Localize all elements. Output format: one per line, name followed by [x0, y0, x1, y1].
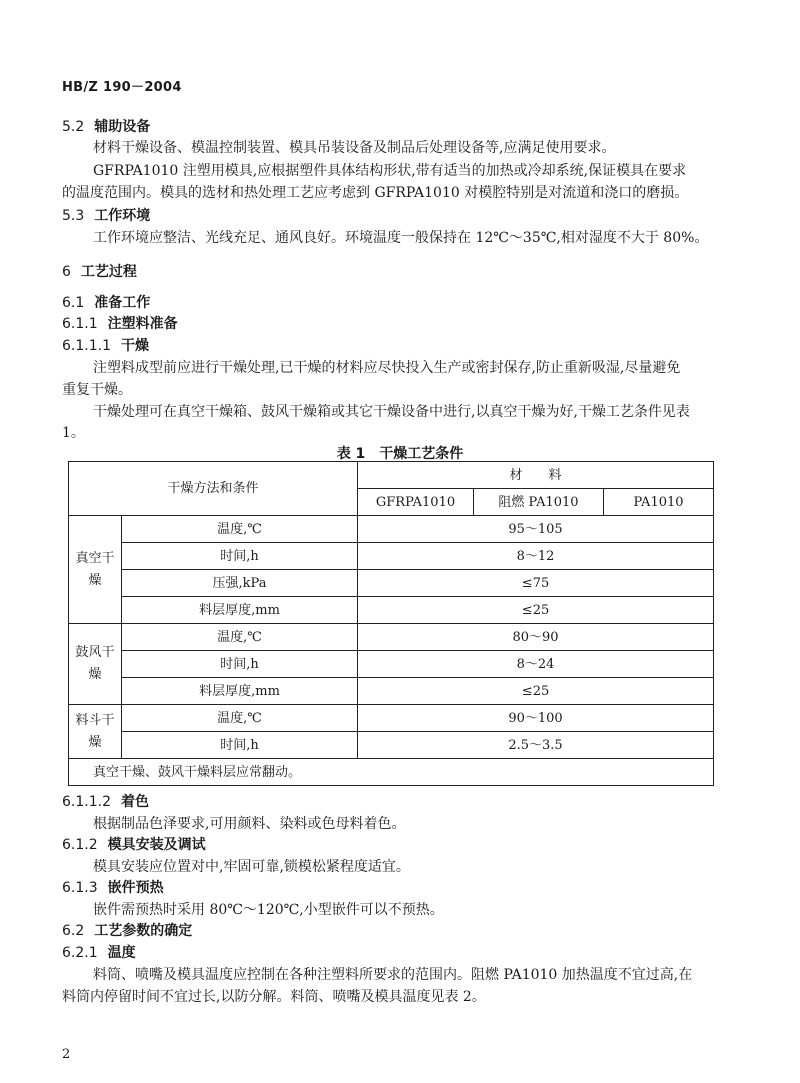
paragraph-line: 重复干燥。 — [62, 382, 132, 398]
table-param: 料层厚度,mm — [122, 597, 358, 624]
section-number: 5.3 — [62, 208, 85, 224]
table-param: 料层厚度,mm — [122, 678, 358, 705]
section-title: 工艺过程 — [80, 264, 137, 280]
paragraph: 嵌件需预热时采用 80℃～120℃,小型嵌件可以不预热。 — [93, 902, 444, 918]
section-title: 模具安装及调试 — [107, 837, 206, 853]
paragraph-line: 干燥处理可在真空干燥箱、鼓风干燥箱或其它干燥设备中进行,以真空干燥为好,干燥工艺条件见表 — [93, 404, 690, 420]
section-heading-6-1-3 — [62, 877, 164, 897]
table-param: 时间,h — [122, 543, 358, 570]
table-note: 真空干燥、鼓风干燥料层应常翻动。 — [69, 759, 714, 786]
method-header: 干燥方法和条件 — [69, 462, 358, 516]
section-heading-6-1-2 — [62, 834, 206, 854]
material-col: GFRPA1010 — [358, 489, 474, 516]
group-blast: 鼓风干燥 — [69, 624, 122, 705]
table-param: 温度,℃ — [122, 516, 358, 543]
paragraph: 模具安装应位置对中,牢固可靠,锁模松紧程度适宜。 — [93, 859, 410, 875]
table-value: 80～90 — [358, 624, 714, 651]
table-value: 8～12 — [358, 543, 714, 570]
page-number: 2 — [62, 1047, 71, 1062]
material-header: 材 料 — [358, 462, 714, 489]
section-heading-6-2-1 — [62, 942, 136, 962]
table-param: 时间,h — [122, 732, 358, 759]
section-number: 6.1.1.2 — [62, 794, 111, 810]
table-param: 时间,h — [122, 651, 358, 678]
section-number: 6.1.1.1 — [62, 338, 111, 354]
table-value: 90～100 — [358, 705, 714, 732]
table-value: 2.5～3.5 — [358, 732, 714, 759]
table-value: ≤75 — [358, 570, 714, 597]
section-title: 工艺参数的确定 — [94, 923, 193, 939]
section-title: 嵌件预热 — [107, 880, 164, 896]
section-number: 6.2 — [62, 923, 85, 939]
table-caption: 表 1 干燥工艺条件 — [336, 446, 464, 462]
section-number: 6.1.2 — [62, 837, 98, 853]
group-hopper: 料斗干燥 — [69, 705, 122, 759]
paragraph: 根据制品色泽要求,可用颜料、染料或色母料着色。 — [93, 816, 406, 832]
table-param: 温度,℃ — [122, 705, 358, 732]
section-heading-6-2 — [62, 920, 192, 940]
section-title: 准备工作 — [94, 295, 151, 311]
section-number: 6.1 — [62, 295, 85, 311]
table-param: 压强,kPa — [122, 570, 358, 597]
standard-id: HB/Z 190－2004 — [62, 80, 182, 95]
paragraph-line: 料筒、喷嘴及模具温度应控制在各种注塑料所要求的范围内。阻燃 PA1010 加热温度不宜过高,在 — [93, 967, 693, 983]
section-heading-5-2 — [62, 116, 150, 136]
section-title: 着色 — [120, 794, 149, 810]
material-col: 阻燃 PA1010 — [474, 489, 604, 516]
section-title: 干燥 — [120, 338, 149, 354]
paragraph-line: 的温度范围内。模具的选材和热处理工艺应考虑到 GFRPA1010 对模腔特别是对流道和浇口的磨损。 — [62, 185, 689, 201]
table-value: ≤25 — [358, 597, 714, 624]
section-heading-6-1 — [62, 292, 150, 312]
table-value: 95～105 — [358, 516, 714, 543]
paragraph-line: 注塑料成型前应进行干燥处理,已干燥的材料应尽快投入生产或密封保存,防止重新吸湿,尽量避免 — [93, 360, 681, 376]
table-value: ≤25 — [358, 678, 714, 705]
section-heading-5-3 — [62, 205, 150, 225]
section-number: 6.1.3 — [62, 880, 98, 896]
section-heading-6-1-1 — [62, 313, 178, 333]
paragraph: 材料干燥设备、模温控制装置、模具吊装设备及制品后处理设备等,应满足使用要求。 — [93, 140, 616, 156]
paragraph: 工作环境应整洁、光线充足、通风良好。环境温度一般保持在 12℃～35℃,相对湿度不大于 80%。 — [93, 230, 709, 246]
table-param: 温度,℃ — [122, 624, 358, 651]
table-value: 8～24 — [358, 651, 714, 678]
section-number: 6 — [62, 264, 71, 280]
paragraph-line: GFRPA1010 注塑用模具,应根据塑件具体结构形状,带有适当的加热或冷却系统,保证模具在要求 — [93, 163, 687, 179]
section-heading-6 — [62, 261, 137, 281]
section-title: 辅助设备 — [94, 119, 151, 135]
section-heading-6-1-1-2 — [62, 791, 149, 811]
section-number: 6.1.1 — [62, 316, 98, 332]
paragraph-line: 料筒内停留时间不宜过长,以防分解。料筒、喷嘴及模具温度见表 2。 — [62, 989, 486, 1005]
paragraph-line: 1。 — [62, 425, 85, 441]
section-title: 温度 — [107, 945, 136, 961]
section-title: 注塑料准备 — [107, 316, 178, 332]
section-title: 工作环境 — [94, 208, 151, 224]
section-number: 5.2 — [62, 119, 85, 135]
section-heading-6-1-1-1 — [62, 335, 149, 355]
section-number: 6.2.1 — [62, 945, 98, 961]
material-col: PA1010 — [604, 489, 714, 516]
group-vacuum: 真空干燥 — [69, 516, 122, 624]
drying-conditions-table — [68, 461, 714, 786]
